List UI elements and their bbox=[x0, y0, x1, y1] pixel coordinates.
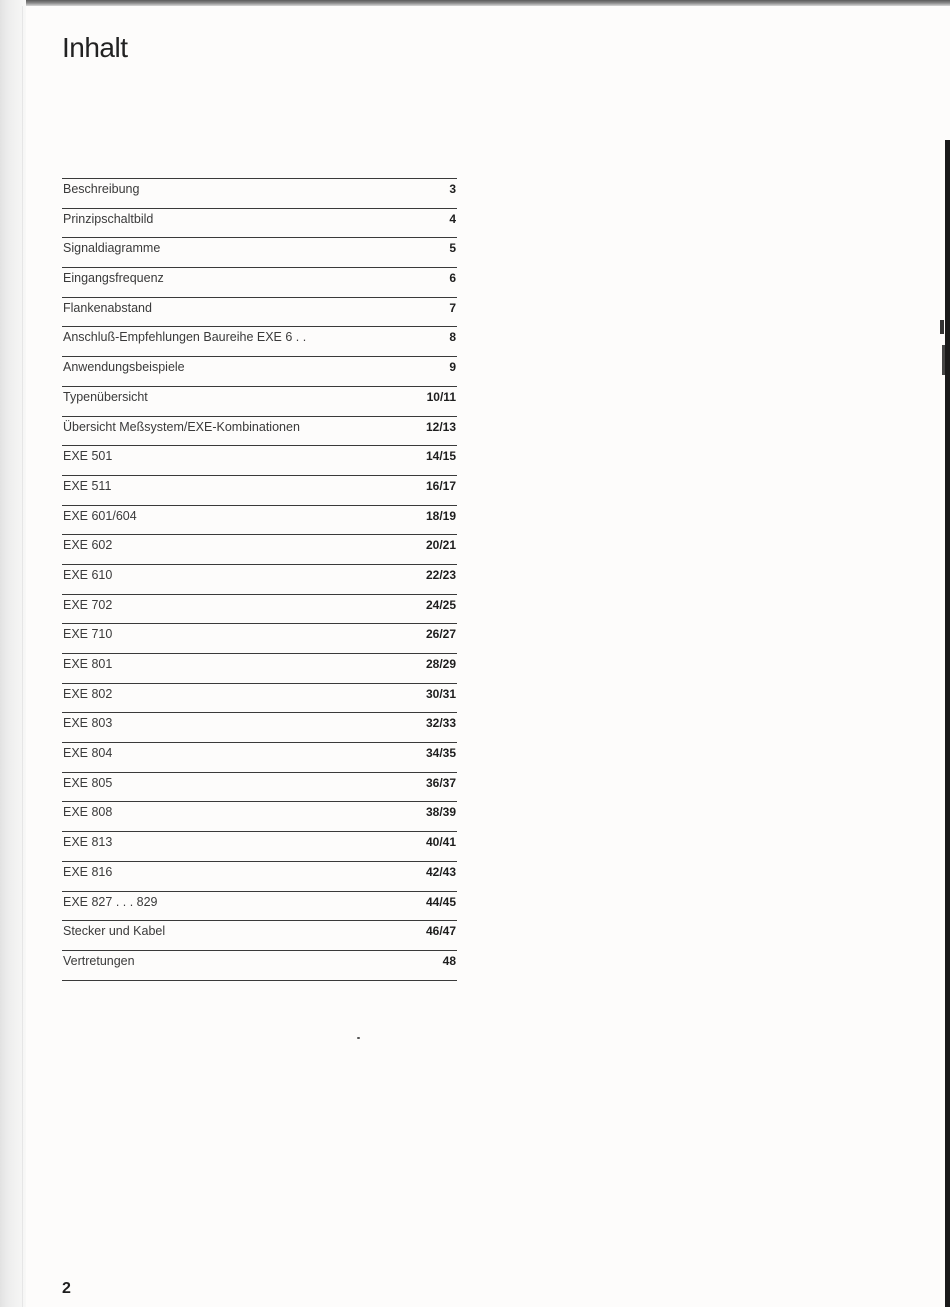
toc-entry bbox=[62, 683, 457, 713]
toc-entry-label: Beschreibung bbox=[63, 182, 140, 196]
toc-entry-page: 10/11 bbox=[426, 389, 456, 404]
toc-entry-label: EXE 827 . . . 829 bbox=[63, 894, 158, 909]
toc-entry-page: 6 bbox=[449, 271, 456, 286]
toc-entry-page: 26/27 bbox=[425, 627, 456, 642]
toc-entry-label: EXE 805 bbox=[63, 775, 113, 790]
toc-entry bbox=[62, 712, 457, 742]
toc-entry bbox=[62, 861, 457, 891]
scan-top-edge bbox=[0, 0, 950, 6]
toc-entry bbox=[62, 326, 457, 356]
toc-entry-page: 5 bbox=[449, 241, 456, 256]
toc-entry-page: 9 bbox=[449, 360, 456, 375]
toc-entry-label: Eingangsfrequenz bbox=[63, 271, 164, 286]
toc-entry bbox=[62, 297, 457, 327]
toc-entry-page: 30/31 bbox=[425, 686, 456, 701]
toc-entry-page: 3 bbox=[449, 182, 456, 196]
toc-entry-page: 14/15 bbox=[425, 449, 456, 464]
toc-entry-label: Anwendungsbeispiele bbox=[63, 360, 185, 375]
toc-entry-label: EXE 511 bbox=[63, 478, 112, 493]
toc-entry bbox=[62, 416, 457, 446]
toc-entry-page: 34/35 bbox=[425, 746, 456, 761]
table-of-contents bbox=[62, 178, 457, 981]
toc-entry-label: Typenübersicht bbox=[63, 389, 148, 404]
toc-entry bbox=[62, 386, 457, 416]
toc-entry bbox=[62, 801, 457, 831]
toc-entry-label: Übersicht Meßsystem/EXE-Kombinationen bbox=[63, 419, 300, 434]
toc-entry-label: EXE 501 bbox=[63, 449, 113, 464]
toc-entry bbox=[62, 891, 457, 921]
toc-entry-label: EXE 803 bbox=[63, 716, 113, 731]
toc-entry-page: 4 bbox=[449, 211, 456, 226]
toc-entry-page: 36/37 bbox=[425, 775, 456, 790]
toc-entry-label: EXE 816 bbox=[63, 864, 113, 879]
toc-entry-label: EXE 802 bbox=[63, 686, 113, 701]
toc-entry bbox=[62, 950, 457, 980]
toc-entry-label: Stecker und Kabel bbox=[63, 924, 166, 939]
toc-entry-page: 42/43 bbox=[425, 864, 456, 879]
toc-entry-label: Prinzipschaltbild bbox=[63, 211, 154, 226]
scan-right-mark bbox=[940, 320, 944, 334]
scan-left-fold bbox=[22, 6, 23, 1307]
scan-right-mark bbox=[942, 345, 945, 375]
toc-entry bbox=[62, 594, 457, 624]
toc-bottom-rule bbox=[62, 980, 457, 981]
toc-entry-page: 44/45 bbox=[425, 894, 456, 909]
toc-entry-label: EXE 710 bbox=[63, 627, 113, 642]
toc-entry-page: 20/21 bbox=[425, 538, 456, 553]
toc-entry-label: EXE 804 bbox=[63, 746, 113, 761]
toc-entry bbox=[62, 564, 457, 594]
toc-entry bbox=[62, 505, 457, 535]
toc-entry-label: EXE 702 bbox=[63, 597, 113, 612]
toc-entry-page: 46/47 bbox=[425, 924, 456, 939]
toc-entry-page: 38/39 bbox=[425, 805, 456, 820]
toc-entry-label: EXE 808 bbox=[63, 805, 113, 820]
toc-entry-page: 40/41 bbox=[425, 835, 456, 850]
page-title: Inhalt bbox=[62, 32, 128, 63]
toc-entry-label: EXE 813 bbox=[63, 835, 113, 850]
toc-entry bbox=[62, 445, 457, 475]
toc-entry bbox=[62, 475, 457, 505]
toc-entry bbox=[62, 742, 457, 772]
toc-entry-label: Anschluß-Empfehlungen Baureihe EXE 6 . . bbox=[63, 330, 307, 345]
toc-entry bbox=[62, 772, 457, 802]
toc-entry-page: 28/29 bbox=[425, 657, 456, 671]
toc-entry bbox=[62, 831, 457, 861]
toc-entry-page: 48 bbox=[442, 953, 456, 968]
toc-entry-page: 12/13 bbox=[425, 419, 456, 434]
toc-entry-page: 8 bbox=[449, 330, 456, 345]
toc-entry-page: 32/33 bbox=[425, 716, 456, 731]
toc-entry-label: EXE 801 bbox=[63, 657, 113, 671]
toc-entry-page: 16/17 bbox=[425, 478, 456, 493]
toc-entry-page: 7 bbox=[449, 300, 456, 315]
toc-entry-label: EXE 602 bbox=[63, 538, 113, 553]
page-number: 2 bbox=[62, 1280, 71, 1297]
toc-entry-label: EXE 610 bbox=[63, 567, 113, 582]
toc-entry bbox=[62, 653, 457, 683]
toc-entry bbox=[62, 356, 457, 386]
toc-entry-label: Signaldiagramme bbox=[63, 241, 161, 256]
toc-entry-page: 24/25 bbox=[425, 597, 456, 612]
toc-entry-page: 18/19 bbox=[425, 508, 456, 523]
scan-right-edge bbox=[945, 140, 950, 1307]
toc-entry bbox=[62, 178, 457, 208]
toc-entry bbox=[62, 267, 457, 297]
toc-entry bbox=[62, 534, 457, 564]
toc-entry-label: Flankenabstand bbox=[63, 300, 152, 315]
toc-entry bbox=[62, 920, 457, 950]
scan-speck bbox=[357, 1037, 360, 1039]
toc-entry bbox=[62, 237, 457, 267]
toc-entry-page: 22/23 bbox=[425, 567, 456, 582]
toc-entry bbox=[62, 208, 457, 238]
toc-entry bbox=[62, 623, 457, 653]
toc-entry-label: Vertretungen bbox=[63, 953, 135, 968]
toc-entry-label: EXE 601/604 bbox=[63, 508, 137, 523]
